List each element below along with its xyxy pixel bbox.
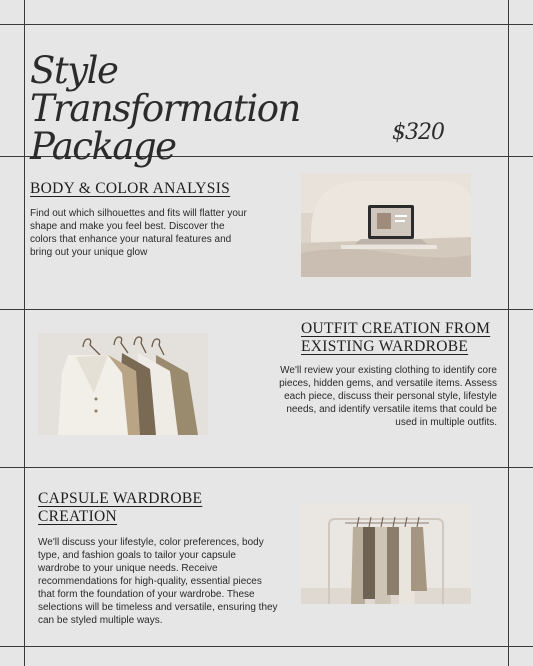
clothes-rack-photo-svg [301, 503, 471, 604]
section-heading-outfit-creation [301, 320, 490, 356]
grid-line-left [24, 0, 25, 666]
section-body-outfit-creation: We'll review your existing clothing to identify core pieces, hidden gems, and versatile items. Assess each piece, discuss their personal style, lifestyle needs, and identify versatile items that could be used in multiple outfits. [279, 365, 497, 428]
page-title [30, 49, 370, 168]
grid-line-3 [0, 467, 533, 468]
section-heading-body-color: BODY & COLOR ANALYSIS [30, 180, 231, 197]
section-heading-outfit-line-2: EXISTING WARDROBE [301, 338, 469, 355]
title-line-1: Style Transformation [30, 49, 300, 130]
jackets-on-hangers-photo-svg [38, 333, 208, 435]
grid-line-bottom [0, 646, 533, 647]
section-heading-capsule-line-1: CAPSULE WARDROBE [38, 490, 203, 507]
section-body-capsule-wardrobe: We'll discuss your lifestyle, color preferences, body type, and fashion goals to tailor your capsule wardrobe to your unique needs. Receive recommendations for high-quality, essential pieces that form the foundation of your wardrobe. These selections will be timeless and versatile, ensuring they can be styled multiple ways. [38, 537, 278, 626]
grid-line-2 [0, 309, 533, 310]
laptop-on-sofa-photo-svg [301, 173, 471, 277]
package-price: $320 [392, 120, 444, 145]
grid-line-top [0, 24, 533, 25]
jackets-on-hangers-photo [38, 333, 208, 435]
section-heading-capsule-wardrobe [38, 490, 202, 526]
section-heading-capsule-line-2: CREATION [38, 508, 118, 525]
title-line-2: Package [30, 125, 176, 168]
grid-line-right [508, 0, 509, 666]
section-body-body-color: Find out which silhouettes and fits will flatter your shape and make you feel best. Discover the colors that enhance your natural features and bring out your unique glow [30, 208, 247, 258]
clothes-rack-photo [301, 503, 471, 604]
laptop-on-sofa-photo [301, 173, 471, 277]
section-heading-outfit-line-1: OUTFIT CREATION FROM [301, 320, 491, 337]
